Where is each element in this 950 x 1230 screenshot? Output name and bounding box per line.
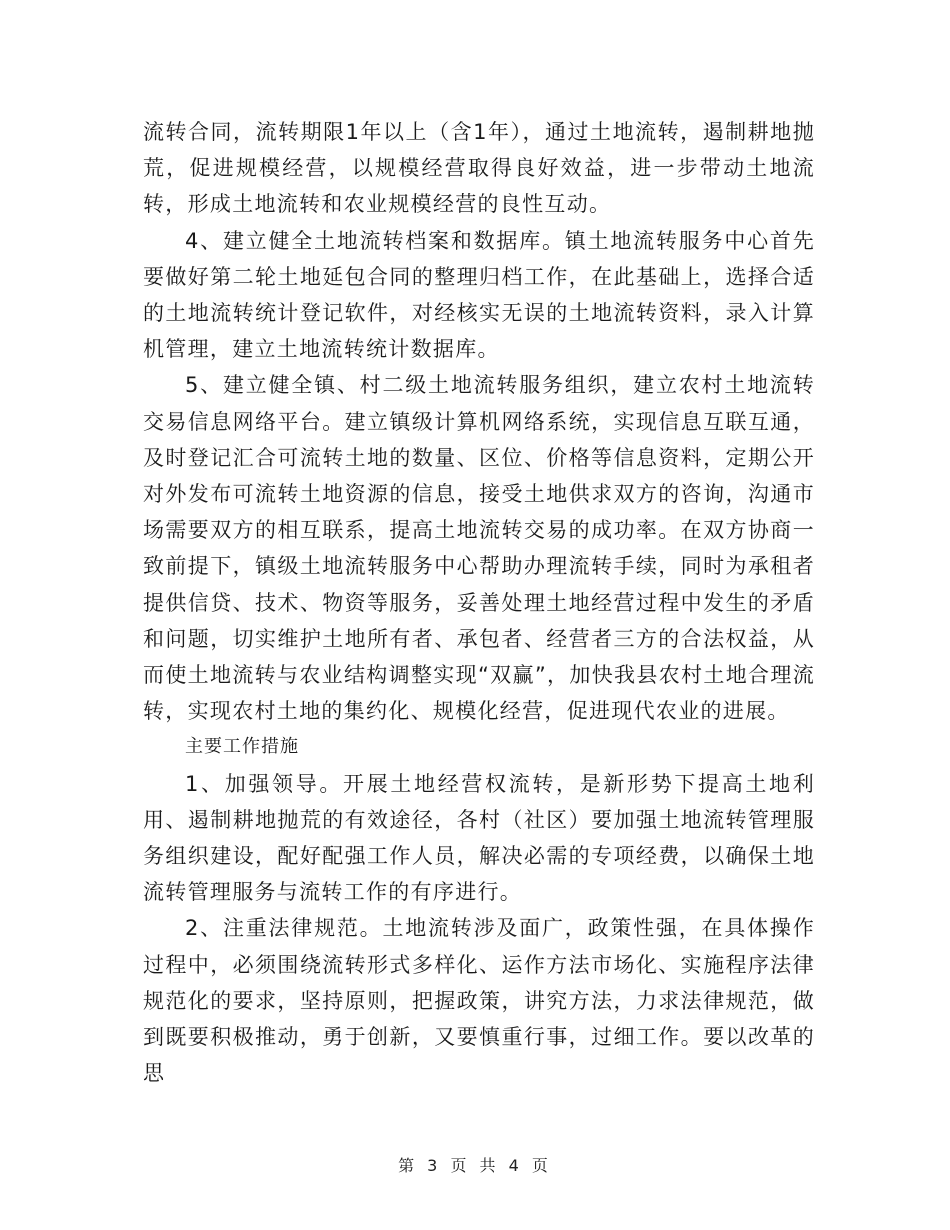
paragraph-item-5: 5、建立健全镇、村二级土地流转服务组织，建立农村土地流转交易信息网络平台。建立镇级计算机网络系统，实现信息互联互通，及时登记汇合可流转土地的数量、区位、价格等信息资料，定期公开对外发布可流转土地资源的信息，接受土地供求双方的咨询，沟通市场需要双方的相互联系，提高土地流转交易的成功率。在双方协商一致前提下，镇级土地流转服务中心帮助办理流转手续，同时为承租者提供信贷、技术、物资等服务，妥善处理土地经营过程中发生的矛盾和问题，切实维护土地所有者、承包者、经营者三方的合法权益，从而使土地流转与农业结构调整实现“双赢”，加快我县农村土地合理流转，实现农村土地的集约化、规模化经营，促进现代农业的进展。: [143, 373, 815, 724]
paragraph-item-4: 4、建立健全土地流转档案和数据库。镇土地流转服务中心首先要做好第二轮土地延包合同的整理归档工作，在此基础上，选择合适的土地流转统计登记软件，对经核实无误的土地流转资料，录入计算机管理，建立土地流转统计数据库。: [143, 228, 815, 362]
page-number-footer: 第 3 页 共 4 页: [398, 1156, 552, 1175]
paragraph-continuation: 流转合同，流转期限1年以上（含1年），通过土地流转，遏制耕地抛荒，促进规模经营，以规模经营取得良好效益，进一步带动土地流转，形成土地流转和农业规模经营的良性互动。: [143, 120, 815, 217]
document-body: [143, 114, 815, 1091]
paragraph-measure-2: 2、注重法律规范。土地流转涉及面广，政策性强，在具体操作过程中，必须围绕流转形式多样化、运作方法市场化、实施程序法律规范化的要求，坚持原则，把握政策，讲究方法，力求法律规范，做到既要积极推动，勇于创新，又要慎重行事，过细工作。要以改革的思: [143, 916, 815, 1086]
section-heading: 主要工作措施: [185, 736, 299, 758]
paragraph-measure-1: 1、加强领导。开展土地经营权流转，是新形势下提高土地利用、遏制耕地抛荒的有效途径，各村（社区）要加强土地流转管理服务组织建设，配好配强工作人员，解决必需的专项经费，以确保土地流转管理服务与流转工作的有序进行。: [143, 771, 815, 905]
